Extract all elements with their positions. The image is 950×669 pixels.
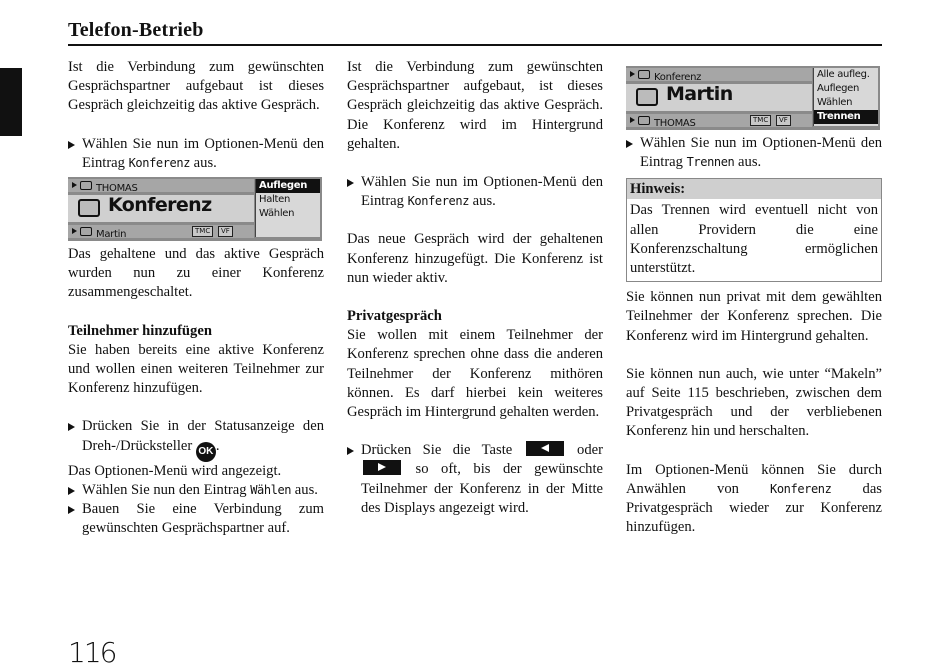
conference-small-icon	[638, 70, 650, 79]
arrow-icon	[72, 228, 77, 234]
vf-badge: VF	[776, 115, 791, 126]
arrow-icon	[72, 182, 77, 188]
person-icon	[80, 227, 92, 236]
paragraph: Das neue Gespräch wird der gehaltenen Konferenz hinzugefügt. Die Konferenz ist nun wieder aktiv.	[347, 231, 603, 286]
options-menu	[813, 68, 878, 126]
paragraph: Das Optionen-Menü wird angezeigt.	[68, 462, 282, 479]
bullet-step: Bauen Sie eine Verbindung zum gewünschten Gesprächspartner auf.	[68, 500, 324, 538]
menu-entry-label: Konferenz	[770, 481, 832, 496]
paragraph: Im Optionen-Menü können Sie durch Anwählen von Konferenz das Privatgespräch wieder zur Konferenz hinzufügen.	[626, 461, 882, 536]
arrow-icon	[630, 117, 635, 123]
page-number: 116	[68, 636, 116, 669]
bullet-step: Drücken Sie in der Statusanzeige den Dreh-/Drücksteller OK .	[68, 417, 324, 461]
menu-entry-label: Trennen	[686, 155, 735, 170]
person-icon	[80, 181, 92, 190]
person-icon	[638, 116, 650, 125]
menu-entry-label: Konferenz	[128, 155, 191, 170]
paragraph: Sie können nun privat mit dem gewählten Teilnehmer der Konferenz sprechen. Die Konferenz wird im Hintergrund gehalten.	[626, 289, 882, 344]
vf-badge: VF	[218, 226, 233, 237]
paragraph: Ist die Verbindung zum gewünschten Gesprächspartner aufgebaut, ist dieses Gespräch gleichzeitig das aktive Gespräch. Die Konferenz wird im Hintergrund gehalten.	[347, 59, 603, 152]
tmc-badge: TMC	[192, 226, 213, 237]
menu-item: Halten	[259, 194, 291, 206]
paragraph: Ist die Verbindung zum gewünschten Gesprächspartner aufgebaut ist dieses Gespräch gleichzeitig das aktive Gespräch.	[68, 59, 324, 114]
person-icon	[636, 88, 658, 106]
menu-entry-label: Wählen	[250, 482, 292, 497]
chapter-tab-marker	[0, 68, 22, 136]
arrow-icon	[630, 71, 635, 77]
bullet-step: Drücken Sie die Taste oder so oft, bis der gewünschte Teilnehmer der Konferenz in der Mitte des Displays angezeigt wird.	[347, 441, 603, 518]
menu-item: Wählen	[259, 208, 295, 220]
hint-box	[626, 178, 882, 282]
menu-item: Trennen	[814, 110, 878, 124]
options-menu	[255, 179, 320, 237]
bullet-step: Wählen Sie nun im Optionen-Menü den Eintrag Konferenz aus.	[68, 135, 324, 173]
menu-entry-label: Konferenz	[407, 194, 470, 209]
tmc-badge: TMC	[750, 115, 771, 126]
section-heading: Privatgespräch	[347, 308, 442, 325]
left-arrow-key-icon	[526, 441, 564, 456]
bullet-step: Wählen Sie nun im Optionen-Menü den Eintrag Konferenz aus.	[347, 173, 603, 211]
title-rule	[68, 44, 882, 46]
menu-item: Alle aufleg.	[817, 69, 870, 80]
bullet-step: Wählen Sie nun im Optionen-Menü den Eintrag Trennen aus.	[626, 134, 882, 172]
ok-button-icon: OK	[196, 442, 216, 462]
conference-icon	[78, 199, 100, 217]
display-screenshot: THOMAS Konferenz Martin TMC VF Auflegen Halten Wählen	[68, 177, 322, 241]
bullet-step: Wählen Sie nun den Eintrag Wählen aus.	[68, 481, 324, 500]
column-3	[626, 58, 882, 537]
section-heading: Teilnehmer hinzufügen	[68, 322, 212, 339]
hint-title: Hinweis:	[627, 179, 881, 199]
menu-item: Wählen	[817, 97, 853, 108]
menu-item: Auflegen	[817, 83, 860, 94]
page-title: Telefon-Betrieb	[68, 19, 204, 41]
right-arrow-key-icon	[363, 460, 401, 475]
paragraph: Sie können nun auch, wie unter “Makeln” auf Seite 115 beschrieben, zwischen dem Privatgespräch und der verbliebenen Konferenz hin und herschalten.	[626, 365, 882, 440]
menu-item: Auflegen	[256, 179, 320, 193]
hint-body: Das Trennen wird eventuell nicht von allen Providern die eine Konferenzschaltung ermöglichen unterstützt.	[630, 202, 878, 277]
column-2	[347, 58, 603, 518]
paragraph: Sie wollen mit einem Teilnehmer der Konferenz sprechen ohne dass die anderen Teilnehmer der Konferenz mithören können. Es darf hierbei kein weiteres Gespräch im Hintergrund gehalten werden.	[347, 327, 603, 421]
paragraph: Sie haben bereits eine aktive Konferenz und wollen einen weiteren Teilnehmer zur Konferenz hinzufügen.	[68, 341, 324, 397]
column-1	[68, 58, 324, 538]
paragraph: Das gehaltene und das aktive Gespräch wurden nun zu einer Konferenz zusammengeschaltet.	[68, 246, 324, 301]
display-screenshot: Konferenz Martin THOMAS TMC VF Alle aufleg. Auflegen Wählen Trennen	[626, 66, 880, 130]
